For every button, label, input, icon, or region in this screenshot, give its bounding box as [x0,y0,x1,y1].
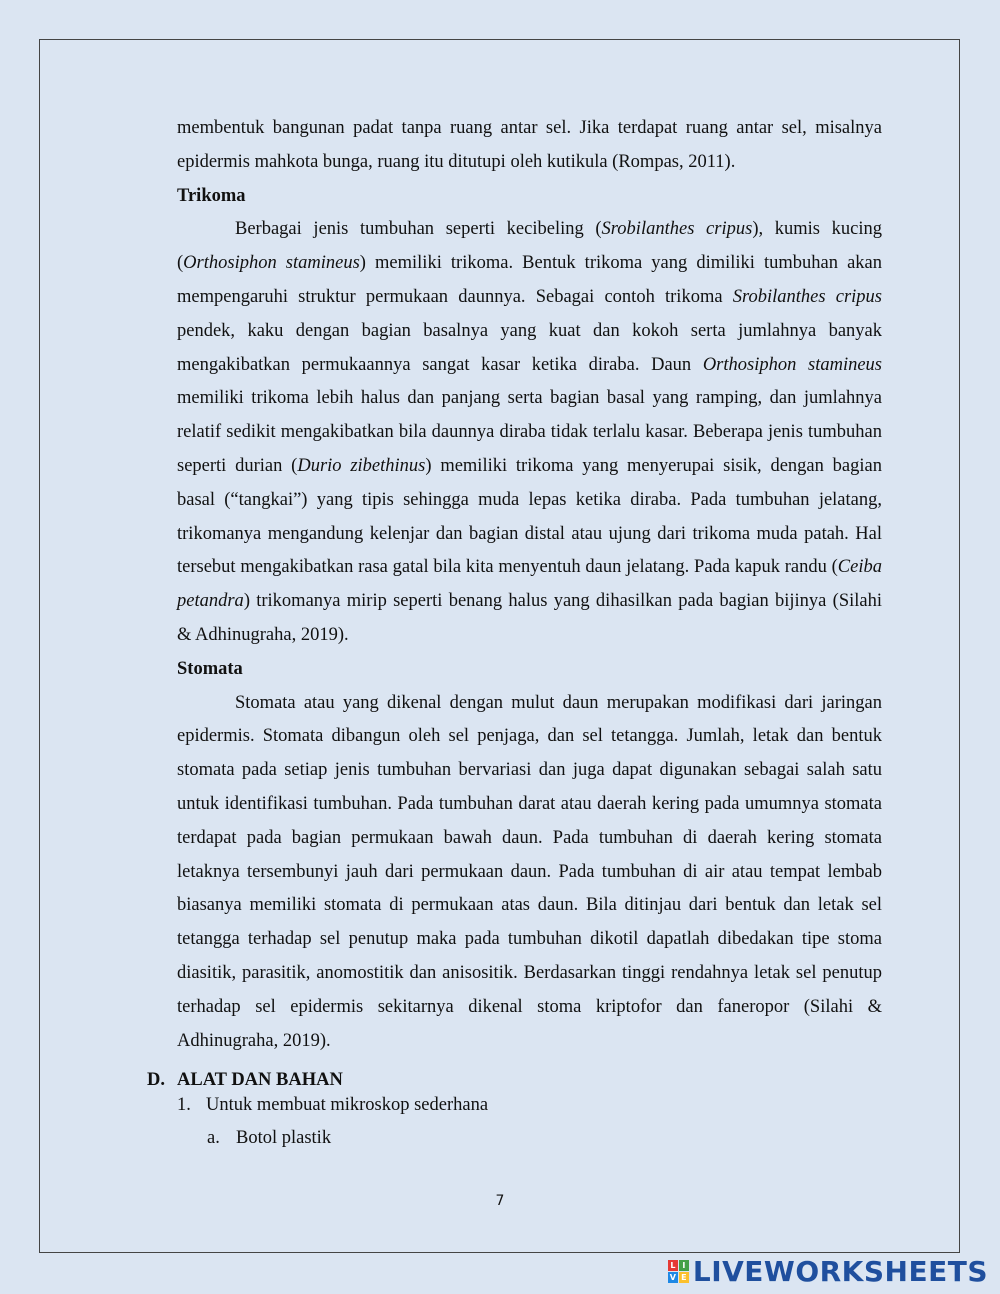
logo-badge-cell: E [679,1272,689,1283]
paragraph-text-segment: ) memiliki trikoma yang menyerupai sisik, dengan bagian basal (“tangkai”) yang tipis sehingga muda lepas ketika diraba. Pada tumbuhan jelatang, trikomanya mengandung kelenjar dan bagian distal atau ujung dari trikoma muda patah. Hal tersebut mengakibatkan rasa gatal bila kita menyentuh daun jelatang. Pada kapuk randu ( [177,455,882,578]
page-number: 7 [495,1193,505,1209]
scientific-name: Orthosiphon stamineus [183,253,360,274]
section-title: ALAT DAN BAHAN [177,1070,343,1090]
scientific-name: Srobilanthes cripus [601,219,753,240]
paragraph-trikoma [177,213,882,652]
paragraph-continuation: membentuk bangunan padat tanpa ruang antar sel. Jika terdapat ruang antar sel, misalnya epidermis mahkota bunga, ruang itu ditutupi oleh kutikula (Rompas, 2011). [177,118,882,172]
sub-list-item-letter: a. [207,1128,220,1148]
paragraph-text-segment: ) trikomanya mirip seperti benang halus yang dihasilkan pada bagian bijinya (Silahi & Adhinugraha, 2019). [177,591,882,645]
scientific-name: Durio zibethinus [297,455,426,476]
document-body [177,112,882,1058]
logo-badge-cell: V [669,1272,676,1282]
liveworksheets-logo [668,1254,988,1288]
logo-text: LIVEWORKSHEETS [692,1254,988,1288]
scientific-name: Orthosiphon stamineus [702,354,882,375]
scientific-name: Ceiba petandra [177,557,882,612]
paragraph-text-segment: pendek, kaku dengan bagian basalnya yang kuat dan kokoh serta jumlahnya banyak mengakibatkan permukaannya sangat kasar ketika diraba. Daun [177,320,882,375]
section-letter: D. [147,1070,165,1090]
paragraph-text-segment: ) memiliki trikoma. Bentuk trikoma yang dimiliki tumbuhan akan mempengaruhi struktur permukaan daunnya. Sebagai contoh trikoma [177,253,882,307]
heading-stomata: Stomata [177,658,243,679]
list-item-text: Untuk membuat mikroskop sederhana [206,1095,489,1115]
list-item [177,1093,488,1117]
paragraph-text-segment: memiliki trikoma lebih halus dan panjang serta bagian basal yang ramping, dan jumlahnya relatif sedikit mengakibatkan bila daunnya diraba tidak terlalu kasar. Beberapa jenis tumbuhan seperti durian ( [177,388,882,476]
logo-badge-icon [668,1260,689,1283]
heading-trikoma: Trikoma [177,185,246,206]
paragraph-stomata: Stomata atau yang dikenal dengan mulut daun merupakan modifikasi dari jaringan epidermis. Stomata dibangun oleh sel penjaga, dan sel tetangga. Jumlah, letak dan bentuk stomata pada setiap jenis tumbuhan bervariasi dan juga dapat digunakan sebagai salah satu untuk identifikasi tumbuhan. Pada tumbuhan darat atau daerah kering pada umumnya stomata terdapat pada bagian permukaan bawah daun. Pada tumbuhan di daerah kering stomata letaknya tersembunyi jauh dari permukaan daun. Pada tumbuhan di air atau tempat lembab biasanya memiliki stomata di permukaan atas daun. Bila ditinjau dari bentuk dan letak sel tetangga terhadap sel penutup maka pada tumbuhan dikotil dapatlah dibedakan tipe stoma diasitik, parasitik, anomostitik dan anisositik. Berdasarkan tinggi rendahnya letak sel penutup terhadap sel epidermis sekitarnya dikenal stoma kriptofor dan faneropor (Silahi & Adhinugraha, 2019). [177,692,882,1051]
list-item-number: 1. [177,1095,191,1115]
section-heading-d [147,1068,343,1092]
logo-badge-cell: I [679,1260,689,1271]
sub-list-item-text: Botol plastik [236,1128,332,1148]
scientific-name: Srobilanthes cripus [732,286,883,307]
sub-list-item [207,1126,331,1150]
logo-badge-cell: L [668,1260,678,1271]
paragraph-text-segment: ), kumis kucing ( [177,219,883,274]
paragraph-text-segment: Berbagai jenis tumbuhan seperti kecibeling ( [235,219,602,240]
